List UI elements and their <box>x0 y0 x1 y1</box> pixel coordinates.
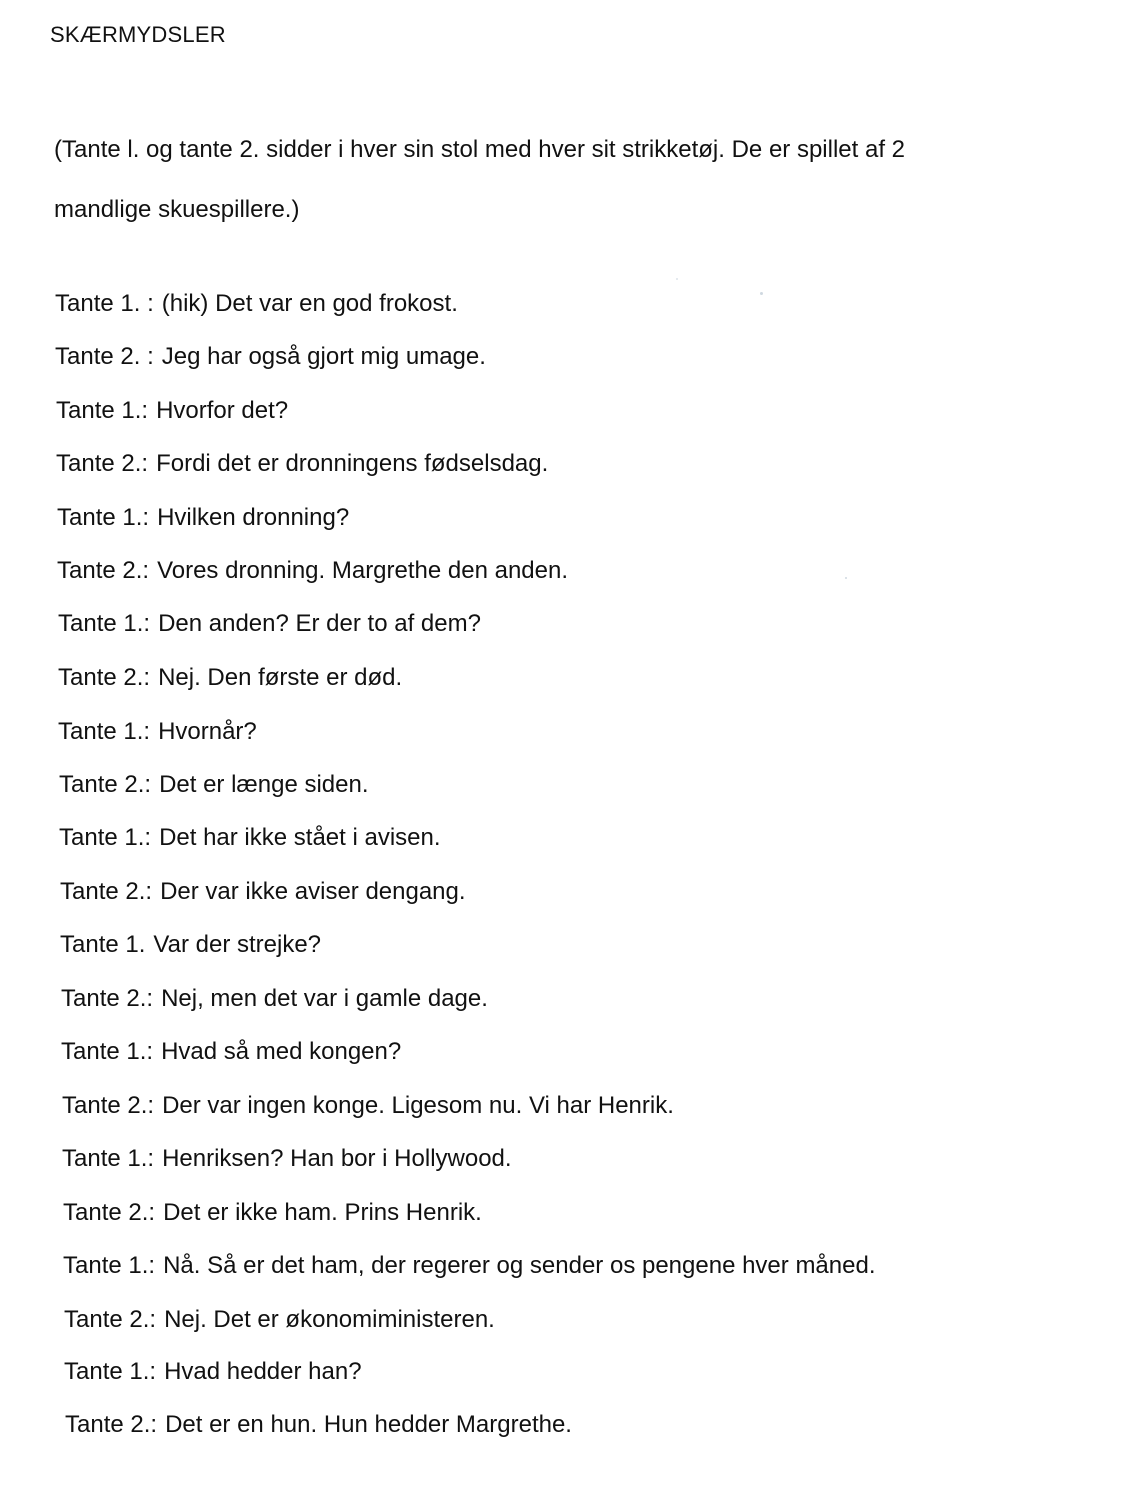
dialogue-text: Nå. Så er det ham, der regerer og sender os pengene hver måned. <box>163 1252 876 1279</box>
dialogue-line <box>57 556 568 586</box>
dialogue-text: Hvorfor det? <box>156 397 289 424</box>
speaker-label: Tante 2.: <box>65 1411 158 1438</box>
dialogue-text: (hik) Det var en god frokost. <box>161 290 458 317</box>
speaker-label: Tante 1. : <box>55 290 154 317</box>
dialogue-line <box>58 663 402 693</box>
dialogue-text: Det er en hun. Hun hedder Margrethe. <box>165 1411 572 1438</box>
dialogue-text: Der var ingen konge. Ligesom nu. Vi har Henrik. <box>162 1092 674 1119</box>
dialogue-text: Jeg har også gjort mig umage. <box>161 343 486 370</box>
dialogue-text: Det har ikke stået i avisen. <box>159 824 441 851</box>
dialogue-line <box>64 1357 362 1387</box>
dialogue-line <box>57 503 349 533</box>
speaker-label: Tante 2.: <box>59 771 152 798</box>
speaker-label: Tante 1.: <box>63 1252 156 1279</box>
speaker-label: Tante 2.: <box>61 985 154 1012</box>
speaker-label: Tante 1.: <box>56 397 149 424</box>
dialogue-line <box>55 342 486 372</box>
dialogue-text: Henriksen? Han bor i Hollywood. <box>162 1145 512 1172</box>
dialogue-line <box>60 877 466 907</box>
dialogue-line <box>58 609 481 639</box>
dialogue-text: Hvad hedder han? <box>164 1358 362 1385</box>
dialogue-line <box>58 717 257 747</box>
stage-direction-line-2: mandlige skuespillere.) <box>54 196 300 223</box>
speaker-label: Tante 2.: <box>62 1092 155 1119</box>
dialogue-line <box>59 770 369 800</box>
document-title: SKÆRMYDSLER <box>50 22 226 47</box>
dialogue-text: Nej. Det er økonomiministeren. <box>164 1306 495 1333</box>
dialogue-line <box>61 984 488 1014</box>
dialogue-line <box>56 396 288 426</box>
paper-speck <box>760 292 763 295</box>
dialogue-text: Den anden? Er der to af dem? <box>158 610 481 637</box>
dialogue-text: Hvad så med kongen? <box>161 1038 402 1065</box>
speaker-label: Tante 1.: <box>58 718 151 745</box>
dialogue-line <box>55 289 458 319</box>
speaker-label: Tante 1.: <box>58 610 151 637</box>
dialogue-text: Hvilken dronning? <box>157 504 350 531</box>
speaker-label: Tante 2.: <box>64 1306 157 1333</box>
speaker-label: Tante 2.: <box>63 1199 156 1226</box>
speaker-label: Tante 1.: <box>64 1358 157 1385</box>
dialogue-line <box>63 1198 482 1228</box>
speaker-label: Tante 1.: <box>61 1038 154 1065</box>
speaker-label: Tante 2.: <box>60 878 153 905</box>
speaker-label: Tante 1. <box>60 931 146 958</box>
dialogue-text: Nej. Den første er død. <box>158 664 403 691</box>
dialogue-text: Der var ikke aviser dengang. <box>160 878 466 905</box>
dialogue-line <box>62 1144 512 1174</box>
speaker-label: Tante 1.: <box>59 824 152 851</box>
speaker-label: Tante 2. : <box>55 343 154 370</box>
dialogue-text: Vores dronning. Margrethe den anden. <box>157 557 569 584</box>
dialogue-text: Hvornår? <box>158 718 257 745</box>
dialogue-line <box>60 930 321 960</box>
dialogue-text: Fordi det er dronningens fødselsdag. <box>156 450 549 477</box>
dialogue-text: Var der strejke? <box>153 931 322 958</box>
speaker-label: Tante 1.: <box>57 504 150 531</box>
paper-speck <box>845 577 847 579</box>
dialogue-line <box>65 1410 572 1440</box>
stage-direction-line-1: (Tante l. og tante 2. sidder i hver sin stol med hver sit strikketøj. De er spillet af 2 <box>54 136 906 163</box>
speaker-label: Tante 2.: <box>58 664 151 691</box>
paper-speck <box>676 278 678 280</box>
dialogue-text: Det er længe siden. <box>159 771 369 798</box>
dialogue-line <box>62 1091 674 1121</box>
dialogue-line <box>61 1037 401 1067</box>
stage-direction <box>54 120 1094 240</box>
dialogue-line <box>63 1251 876 1281</box>
speaker-label: Tante 2.: <box>56 450 149 477</box>
dialogue-line <box>64 1305 495 1335</box>
speaker-label: Tante 2.: <box>57 557 150 584</box>
speaker-label: Tante 1.: <box>62 1145 155 1172</box>
dialogue-line <box>56 449 548 479</box>
dialogue-line <box>59 823 441 853</box>
dialogue-text: Det er ikke ham. Prins Henrik. <box>163 1199 482 1226</box>
dialogue-text: Nej, men det var i gamle dage. <box>161 985 488 1012</box>
